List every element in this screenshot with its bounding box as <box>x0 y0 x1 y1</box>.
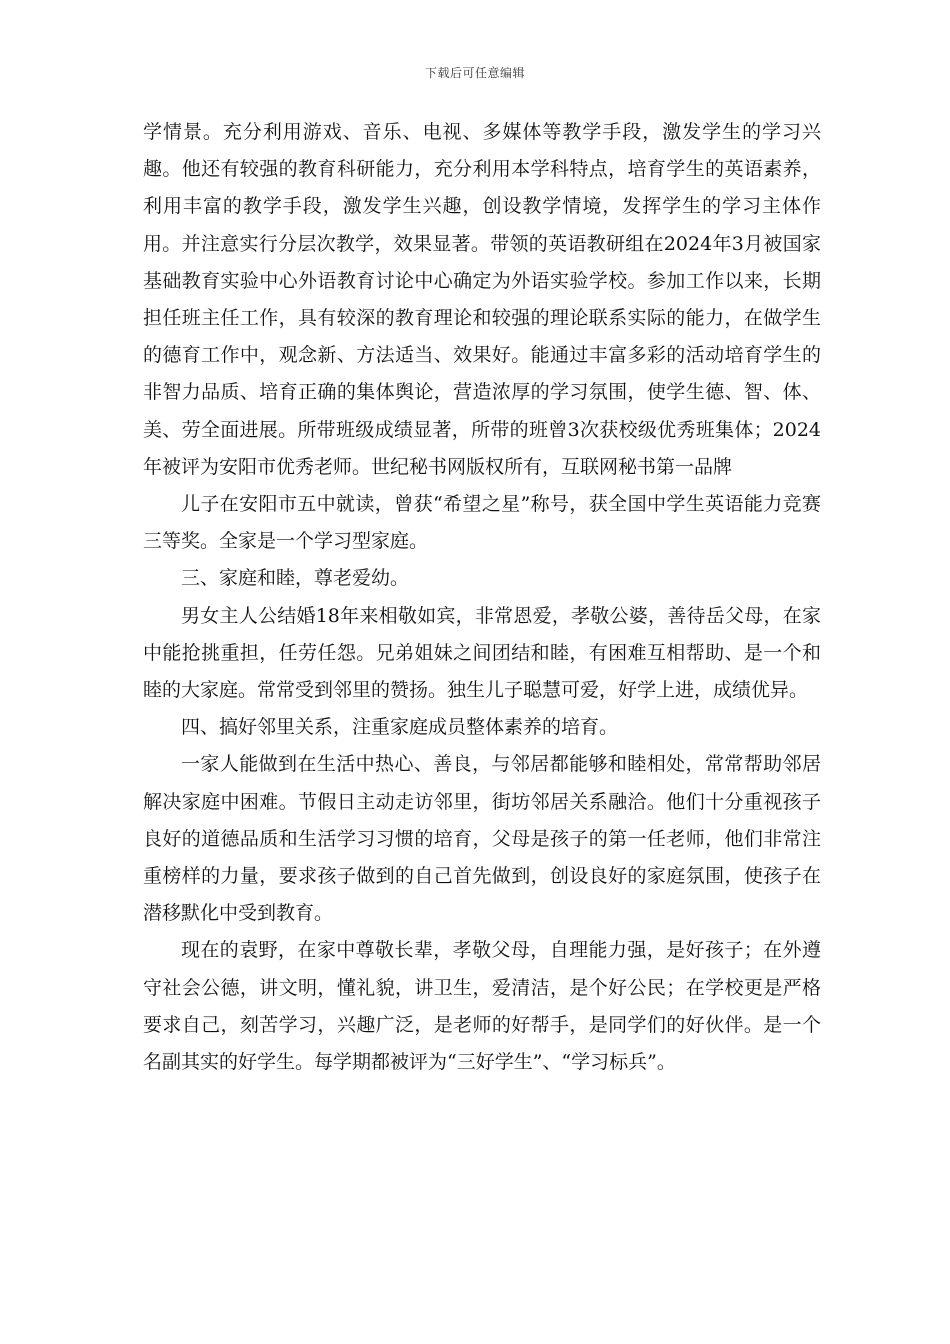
section-heading-family-harmony: 三、家庭和睦，尊老爱幼。 <box>181 567 410 590</box>
paragraph-son-achievements: 儿子在安阳市五中就读，曾获“希望之星”称号，获全国中学生英语能力竞赛三等奖。全家是一个学习型家庭。 <box>143 493 821 553</box>
paragraph-family-harmony: 男女主人公结婚18年来相敬如宾，非常恩爱，孝敬公婆，善待岳父母，在家中能抢挑重担，任劳任怨。兄弟姐妹之间团结和睦，有困难互相帮助、是一个和睦的大家庭。常常受到邻里的赞扬。独生儿子聪慧可爱，好学上进，成绩优异。 <box>143 604 821 702</box>
paragraph-teaching-continued: 学情景。充分利用游戏、音乐、电视、多媒体等教学手段，激发学生的学习兴趣。他还有较强的教育科研能力，充分利用本学科特点，培育学生的英语素养，利用丰富的教学手段，激发学生兴趣，创设教学情境，发挥学生的学习主体作用。并注意实行分层次教学，效果显著。带领的英语教研组在2024年3月被国家基础教育实验中心外语教育讨论中心确定为外语实验学校。参加工作以来，长期担任班主任工作，具有较深的教育理论和较强的理论联系实际的能力，在做学生的德育工作中，观念新、方法适当、效果好。能通过丰富多彩的活动培育学生的非智力品质、培育正确的集体舆论，营造浓厚的学习氛围，使学生德、智、体、美、劳全面进展。所带班级成绩显著，所带的班曾3次获校级优秀班集体；2024年被评为安阳市优秀老师。世纪秘书网版权所有，互联网秘书第一品牌 <box>143 121 821 478</box>
document-body <box>143 114 821 1081</box>
paragraph-neighbor-relations: 一家人能做到在生活中热心、善良，与邻居都能够和睦相处，常常帮助邻居解决家庭中困难。节假日主动走访邻里，街坊邻居关系融洽。他们十分重视孩子良好的道德品质和生活学习习惯的培育，父母是孩子的第一任老师，他们非常注重榜样的力量，要求孩子做到的自己首先做到，创设良好的家庭氛围，使孩子在潜移默化中受到教育。 <box>143 753 821 925</box>
page-header: 下载后可任意编辑 <box>424 66 525 80</box>
section-heading-neighbor-relations: 四、搞好邻里关系，注重家庭成员整体素养的培育。 <box>181 716 619 739</box>
paragraph-yuan-ye: 现在的袁野，在家中尊敬长辈，孝敬父母，自理能力强，是好孩子；在外遵守社会公德，讲文明，懂礼貌，讲卫生，爱清洁，是个好公民；在学校更是严格要求自己，刻苦学习，兴趣广泛，是老师的好帮手，是同学们的好伙伴。是一个名副其实的好学生。每学期都被评为“三好学生”、“学习标兵”。 <box>143 939 821 1074</box>
